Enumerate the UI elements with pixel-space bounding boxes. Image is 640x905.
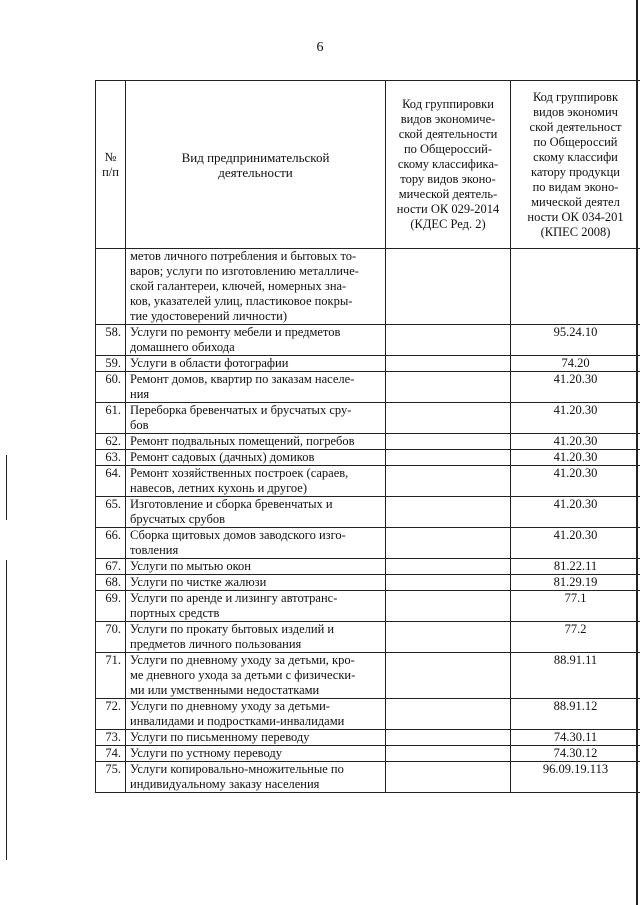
row-number: 59. [96, 356, 126, 372]
row-okved-code [386, 497, 511, 528]
row-okpd-code: 96.09.19.113 [511, 762, 640, 793]
table-row [96, 591, 640, 622]
row-okpd-code: 41.20.30 [511, 403, 640, 434]
table-row [96, 746, 640, 762]
row-okpd-code: 88.91.12 [511, 699, 640, 730]
row-activity: Сборка щитовых домов заводского изго- товления [126, 528, 386, 559]
row-okpd-code: 88.91.11 [511, 653, 640, 699]
row-number: 69. [96, 591, 126, 622]
row-okved-code [386, 591, 511, 622]
row-okpd-code: 74.30.12 [511, 746, 640, 762]
row-okved-code [386, 730, 511, 746]
row-okpd-code: 41.20.30 [511, 528, 640, 559]
row-okved-code [386, 450, 511, 466]
row-number: 75. [96, 762, 126, 793]
table-row [96, 249, 640, 325]
row-okved-code [386, 466, 511, 497]
row-number: 68. [96, 575, 126, 591]
row-activity: Услуги по устному переводу [126, 746, 386, 762]
activities-table [95, 80, 640, 793]
table-header-row [96, 81, 640, 249]
row-okved-code [386, 403, 511, 434]
row-okved-code [386, 528, 511, 559]
row-activity: Ремонт домов, квартир по заказам населе- ния [126, 372, 386, 403]
row-activity: Ремонт садовых (дачных) домиков [126, 450, 386, 466]
row-number: 60. [96, 372, 126, 403]
table-row [96, 699, 640, 730]
row-okved-code [386, 249, 511, 325]
row-okved-code [386, 575, 511, 591]
row-number: 67. [96, 559, 126, 575]
row-okved-code [386, 372, 511, 403]
row-activity: Услуги копировально-множительные по индивидуальному заказу населения [126, 762, 386, 793]
row-number: 73. [96, 730, 126, 746]
table-row [96, 653, 640, 699]
row-number: 61. [96, 403, 126, 434]
row-okpd-code: 95.24.10 [511, 325, 640, 356]
row-okpd-code: 41.20.30 [511, 497, 640, 528]
header-number: № п/п [96, 81, 126, 249]
row-okpd-code: 77.2 [511, 622, 640, 653]
row-okpd-code: 41.20.30 [511, 372, 640, 403]
table-row [96, 450, 640, 466]
header-activity: Вид предпринимательской деятельности [126, 81, 386, 249]
table-row [96, 730, 640, 746]
row-activity: Ремонт подвальных помещений, погребов [126, 434, 386, 450]
table-row [96, 434, 640, 450]
row-activity: Изготовление и сборка бревенчатых и брусчатых срубов [126, 497, 386, 528]
row-activity: Услуги по письменному переводу [126, 730, 386, 746]
row-number: 63. [96, 450, 126, 466]
row-number: 64. [96, 466, 126, 497]
row-activity: Услуги по аренде и лизингу автотранс- портных средств [126, 591, 386, 622]
row-okpd-code: 74.20 [511, 356, 640, 372]
row-activity: Услуги по мытью окон [126, 559, 386, 575]
row-okved-code [386, 559, 511, 575]
row-okved-code [386, 325, 511, 356]
table-row [96, 575, 640, 591]
row-okpd-code [511, 249, 640, 325]
row-okpd-code: 41.20.30 [511, 450, 640, 466]
row-number: 74. [96, 746, 126, 762]
row-number: 72. [96, 699, 126, 730]
table-row [96, 403, 640, 434]
table-row [96, 762, 640, 793]
row-number: 66. [96, 528, 126, 559]
row-activity: Переборка бревенчатых и брусчатых сру- бов [126, 403, 386, 434]
header-okved-code: Код группировки видов экономиче- ской деятельности по Общероссий- скому классифика- тору видов эконо- мической деятель- ности ОК 029-2014 (КДЕС Ред. 2) [386, 81, 511, 249]
row-activity: Услуги по чистке жалюзи [126, 575, 386, 591]
table-row [96, 356, 640, 372]
row-okved-code [386, 653, 511, 699]
table-row [96, 325, 640, 356]
row-activity: Услуги в области фотографии [126, 356, 386, 372]
row-okved-code [386, 356, 511, 372]
row-okpd-code: 81.22.11 [511, 559, 640, 575]
table-row [96, 559, 640, 575]
row-okpd-code: 41.20.30 [511, 434, 640, 450]
row-number [96, 249, 126, 325]
table-row [96, 372, 640, 403]
row-activity: Услуги по прокату бытовых изделий и предметов личного пользования [126, 622, 386, 653]
row-number: 65. [96, 497, 126, 528]
row-okpd-code: 81.29.19 [511, 575, 640, 591]
table-row [96, 466, 640, 497]
header-okpd-code: Код группировк видов экономич ской деятельност по Общероссий скому классифи катору продукци по видам эконо- мической деятел ности ОК 034-201 (КПЕС 2008) [511, 81, 640, 249]
row-okpd-code: 74.30.11 [511, 730, 640, 746]
left-edge-mark [6, 455, 7, 520]
row-okved-code [386, 762, 511, 793]
row-okved-code [386, 746, 511, 762]
row-okpd-code: 41.20.30 [511, 466, 640, 497]
row-okved-code [386, 699, 511, 730]
row-activity: Услуги по дневному уходу за детьми- инвалидами и подростками-инвалидами [126, 699, 386, 730]
row-number: 62. [96, 434, 126, 450]
row-activity: Ремонт хозяйственных построек (сараев, навесов, летних кухонь и другое) [126, 466, 386, 497]
row-okved-code [386, 434, 511, 450]
row-number: 71. [96, 653, 126, 699]
row-number: 58. [96, 325, 126, 356]
row-number: 70. [96, 622, 126, 653]
row-activity: Услуги по дневному уходу за детьми, кро- ме дневного ухода за детьми с физически- ми или умственными недостатками [126, 653, 386, 699]
page-number: 6 [316, 40, 324, 55]
row-okpd-code: 77.1 [511, 591, 640, 622]
row-activity: метов личного потребления и бытовых то- варов; услуги по изготовлению металличе- ской галантереи, ключей, номерных зна- ков, указателей улиц, пластиковое покры- тие удостоверений личности) [126, 249, 386, 325]
table-row [96, 528, 640, 559]
table-row [96, 497, 640, 528]
row-activity: Услуги по ремонту мебели и предметов домашнего обихода [126, 325, 386, 356]
row-okved-code [386, 622, 511, 653]
left-edge-mark-lower [6, 560, 7, 860]
table-row [96, 622, 640, 653]
